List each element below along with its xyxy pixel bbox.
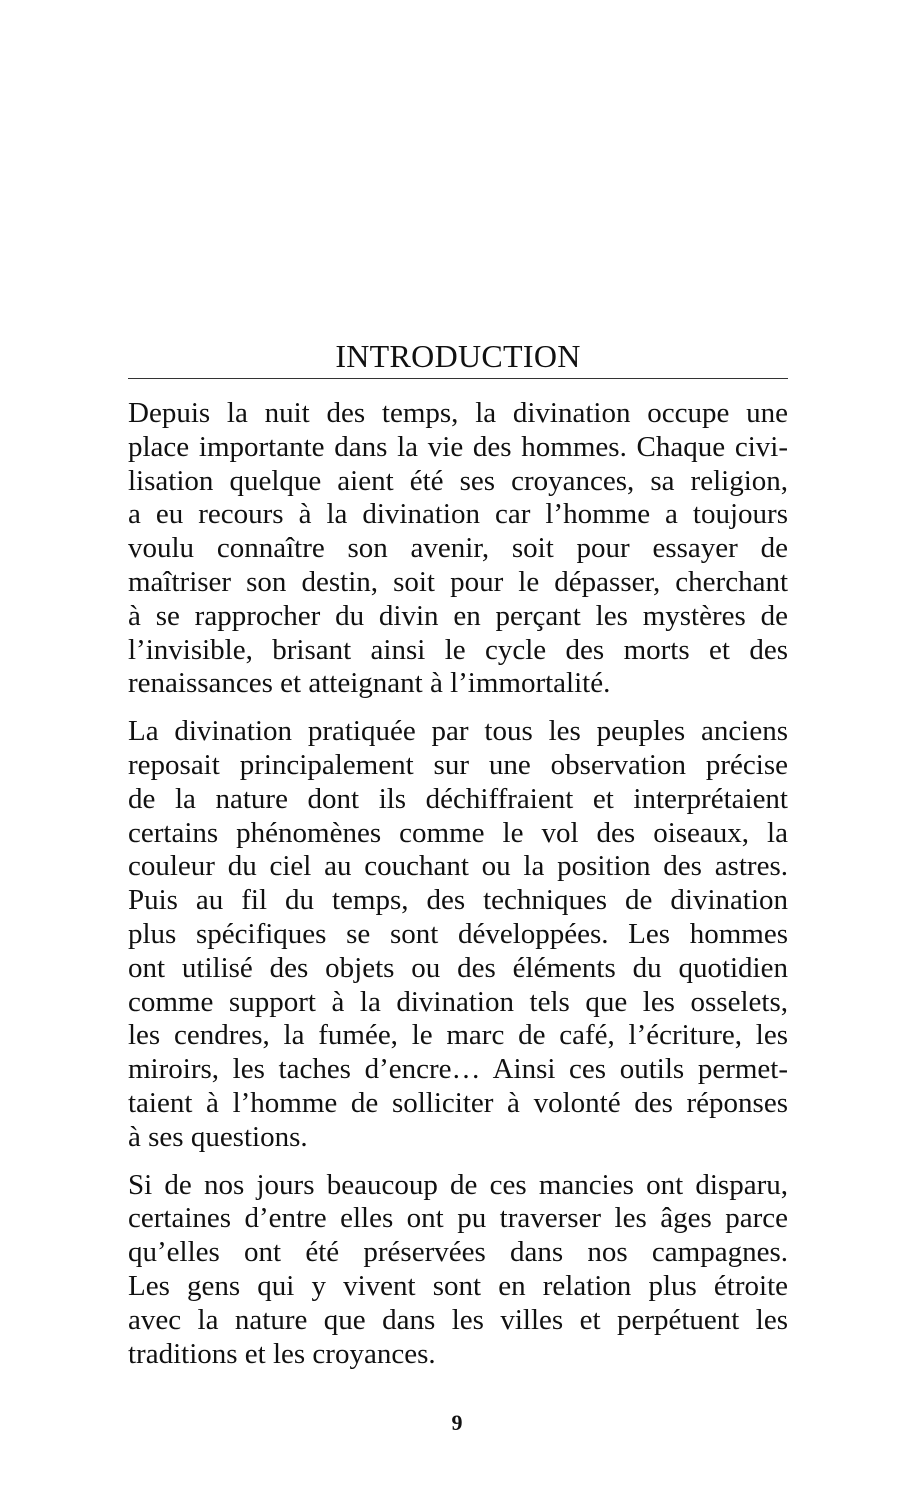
text-line: a eu recours à la divination car l’homme a toujours bbox=[128, 498, 788, 531]
text-line: couleur du ciel au couchant ou la position des astres. bbox=[128, 850, 788, 883]
paragraph-3 bbox=[128, 1169, 788, 1372]
text-line: qu’elles ont été préservées dans nos campagnes. bbox=[128, 1236, 788, 1269]
text-line: voulu connaître son avenir, soit pour essayer de bbox=[128, 532, 788, 565]
text-line: traditions et les croyances. bbox=[128, 1337, 436, 1370]
text-line: certaines d’entre elles ont pu traverser les âges parce bbox=[128, 1202, 788, 1235]
text-line: certains phénomènes comme le vol des oiseaux, la bbox=[128, 816, 788, 849]
text-line: l’invisible, brisant ainsi le cycle des morts et des bbox=[128, 633, 788, 666]
text-line: maîtriser son destin, soit pour le dépasser, cherchant bbox=[128, 565, 788, 598]
text-line: miroirs, les taches d’encre… Ainsi ces outils permet- bbox=[128, 1053, 788, 1086]
text-line: avec la nature que dans les villes et perpétuent les bbox=[128, 1303, 788, 1336]
text-line: de la nature dont ils déchiffraient et interprétaient bbox=[128, 782, 788, 815]
text-line: Puis au fil du temps, des techniques de divination bbox=[128, 884, 788, 917]
heading-rule bbox=[128, 378, 788, 379]
text-line: les cendres, la fumée, le marc de café, l’écriture, les bbox=[128, 1019, 788, 1052]
text-line: reposait principalement sur une observation précise bbox=[128, 748, 788, 781]
text-line: à se rapprocher du divin en perçant les mystères de bbox=[128, 599, 788, 632]
text-line: renaissances et atteignant à l’immortalité. bbox=[128, 667, 611, 700]
page-number: 9 bbox=[451, 1410, 463, 1435]
text-line: plus spécifiques se sont développées. Les hommes bbox=[128, 917, 788, 950]
text-line: place importante dans la vie des hommes. Chaque civi- bbox=[128, 430, 788, 463]
text-line: Les gens qui y vivent sont en relation plus étroite bbox=[128, 1269, 788, 1302]
text-line: Si de nos jours beaucoup de ces mancies ont disparu, bbox=[128, 1168, 788, 1201]
text-line: comme support à la divination tels que les osselets, bbox=[128, 985, 788, 1018]
text-line: taient à l’homme de solliciter à volonté des réponses bbox=[128, 1086, 788, 1119]
text-line: lisation quelque aient été ses croyances, sa religion, bbox=[128, 464, 788, 497]
paragraph-1 bbox=[128, 397, 788, 701]
text-line: ont utilisé des objets ou des éléments du quotidien bbox=[128, 951, 788, 984]
text-line: à ses questions. bbox=[128, 1120, 308, 1153]
chapter-heading: INTRODUCTION bbox=[335, 338, 581, 374]
body-text bbox=[128, 397, 788, 1385]
text-line: La divination pratiquée par tous les peuples anciens bbox=[128, 715, 788, 748]
text-line: Depuis la nuit des temps, la divination occupe une bbox=[128, 397, 788, 429]
paragraph-2 bbox=[128, 715, 788, 1154]
